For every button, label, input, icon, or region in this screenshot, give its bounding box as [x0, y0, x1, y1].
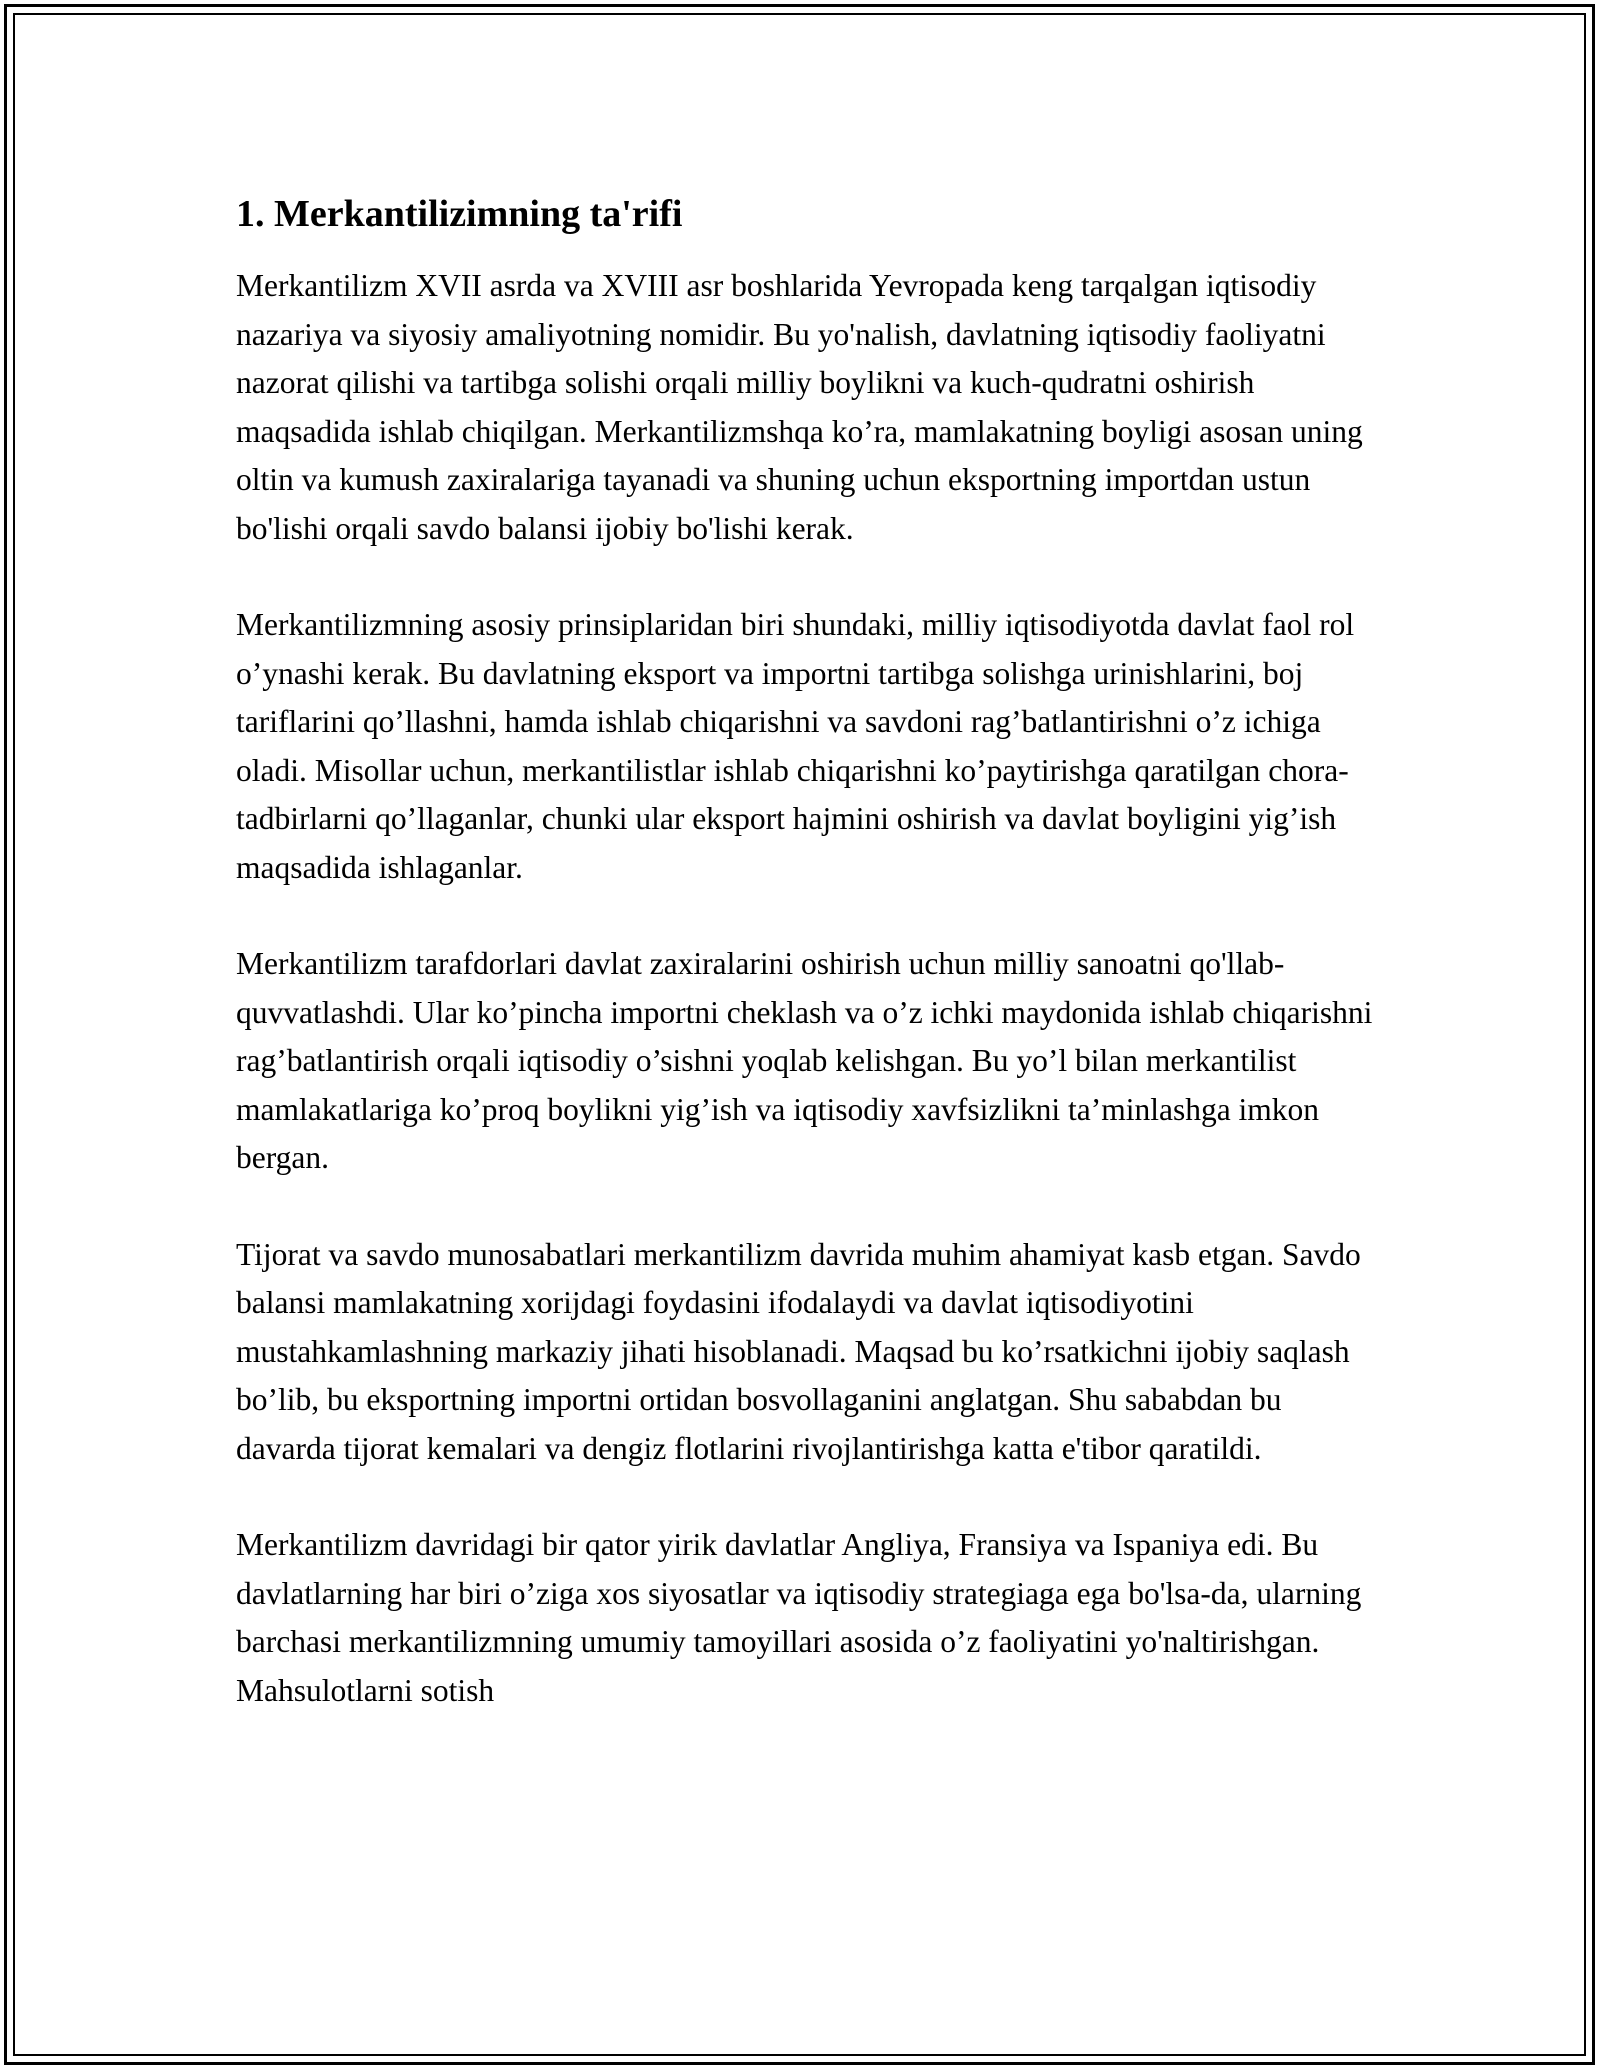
paragraph-1: Merkantilizm XVII asrda va XVIII asr boshlarida Yevropada keng tarqalgan iqtisodiy nazariya va siyosiy amaliyotning nomidir. Bu yo'nalish, davlatning iqtisodiy faoliyatni nazorat qilishi va tartibga solishi orqali milliy boylikni va kuch-qudratni oshirish maqsadida ishlab chiqilgan. Merkantilizmshqa ko’ra, mamlakatning boyligi asosan uning oltin va kumush zaxiralariga tayanadi va shuning uchun eksportning importdan ustun bo'lishi orqali savdo balansi ijobiy bo'lishi kerak.: [236, 268, 1363, 546]
paragraph-5: Merkantilizm davridagi bir qator yirik davlatlar Angliya, Fransiya va Ispaniya edi. Bu davlatlarning har biri o’ziga xos siyosatlar va iqtisodiy strategiaga ega bo'lsa-da, ularning barchasi merkantilizmning umumiy tamoyillari asosida o’z faoliyatini yo'naltirishgan. Mahsulotlarni sotish: [236, 1527, 1362, 1708]
document-body: [236, 190, 1376, 1763]
section-heading: 1. Merkantilizimning ta'rifi: [236, 193, 683, 235]
paragraph-2: Merkantilizmning asosiy prinsiplaridan biri shundaki, milliy iqtisodiyotda davlat faol rol o’ynashi kerak. Bu davlatning eksport va importni tartibga solishga urinishlarini, boj tariflarini qo’llashni, hamda ishlab chiqarishni va savdoni rag’batlantirishni o’z ichiga oladi. Misollar uchun, merkantilistlar ishlab chiqarishni ko’paytirishga qaratilgan chora-tadbirlarni qo’llaganlar, chunki ular eksport hajmini oshirish va davlat boyligini yig’ish maqsadida ishlaganlar.: [236, 607, 1355, 885]
paragraph-3: Merkantilizm tarafdorlari davlat zaxiralarini oshirish uchun milliy sanoatni qo'llab-quvvatlashdi. Ular ko’pincha importni cheklash va o’z ichki maydonida ishlab chiqarishni rag’batlantirish orqali iqtisodiy o’sishni yoqlab kelishgan. Bu yo’l bilan merkantilist mamlakatlariga ko’proq boylikni yig’ish va iqtisodiy xavfsizlikni ta’minlashga imkon bergan.: [236, 946, 1373, 1175]
paragraph-4: Tijorat va savdo munosabatlari merkantilizm davrida muhim ahamiyat kasb etgan. Savdo balansi mamlakatning xorijdagi foydasini ifodalaydi va davlat iqtisodiyotini mustahkamlashning markaziy jihati hisoblanadi. Maqsad bu ko’rsatkichni ijobiy saqlash bo’lib, bu eksportning importni ortidan bosvollaganini anglatgan. Shu sababdan bu davarda tijorat kemalari va dengiz flotlarini rivojlantirishga katta e'tibor qaratildi.: [236, 1236, 1361, 1466]
